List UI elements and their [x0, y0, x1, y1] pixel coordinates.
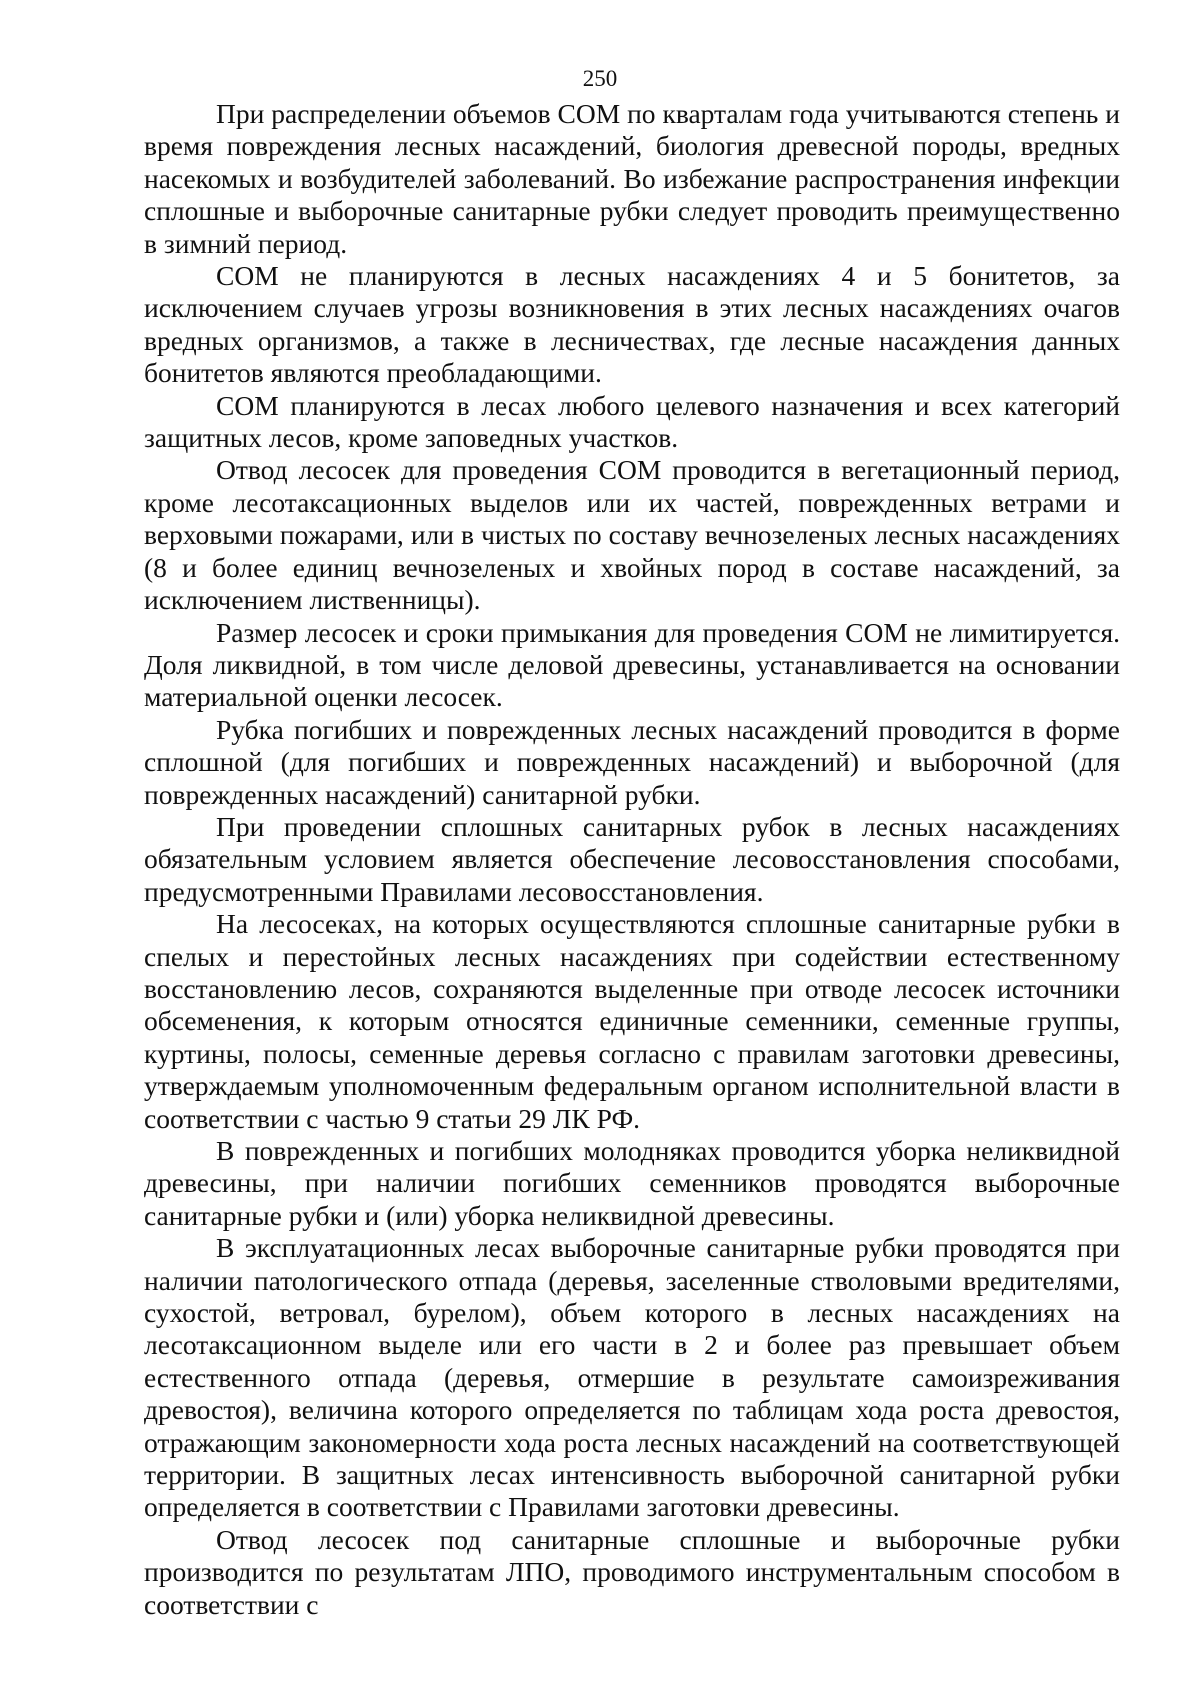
page-number: 250 [582, 66, 618, 91]
document-body [144, 98, 1120, 1621]
paragraph: Рубка погибших и поврежденных лесных насаждений проводится в форме сплошной (для погибших и поврежденных насаждений) и выборочной (для поврежденных насаждений) санитарной рубки. [144, 713, 1120, 810]
paragraph: СОМ планируются в лесах любого целевого назначения и всех категорий защитных лесов, кроме заповедных участков. [144, 389, 1120, 454]
paragraph: Размер лесосек и сроки примыкания для проведения СОМ не лимитируется. Доля ликвидной, в том числе деловой древесины, устанавливается на основании материальной оценки лесосек. [144, 616, 1120, 713]
paragraph: Отвод лесосек под санитарные сплошные и выборочные рубки производится по результатам ЛПО, проводимого инструментальным способом в соответствии с [144, 1523, 1120, 1620]
paragraph: При проведении сплошных санитарных рубок в лесных насаждениях обязательным условием является обеспечение лесовосстановления способами, предусмотренными Правилами лесовосстановления. [144, 810, 1120, 907]
paragraph: На лесосеках, на которых осуществляются сплошные санитарные рубки в спелых и перестойных лесных насаждениях при содействии естественному восстановлению лесов, сохраняются выделенные при отводе лесосек источники обсеменения, к которым относятся единичные семенники, семенные группы, куртины, полосы, семенные деревья согласно с правилам заготовки древесины, утверждаемым уполномоченным федеральным органом исполнительной власти в соответствии с частью 9 статьи 29 ЛК РФ. [144, 908, 1120, 1134]
paragraph: В эксплуатационных лесах выборочные санитарные рубки проводятся при наличии патологического отпада (деревья, заселенные стволовыми вредителями, сухостой, ветровал, бурелом), объем которого в лесных насаждениях на лесотаксационном выделе или его части в 2 и более раз превышает объем естественного отпада (деревья, отмершие в результате самоизреживания древостоя), величина которого определяется по таблицам хода роста древостоя, отражающим закономерности хода роста лесных насаждений на соответствующей территории. В защитных лесах интенсивность выборочной санитарной рубки определяется в соответствии с Правилами заготовки древесины. [144, 1232, 1120, 1523]
paragraph: Отвод лесосек для проведения СОМ проводится в вегетационный период, кроме лесотаксационных выделов или их частей, поврежденных ветрами и верховыми пожарами, или в чистых по составу вечнозеленых лесных насаждениях (8 и более единиц вечнозеленых и хвойных пород в составе насаждений, за исключением лиственницы). [144, 454, 1120, 616]
paragraph: СОМ не планируются в лесных насаждениях 4 и 5 бонитетов, за исключением случаев угрозы возникновения в этих лесных насаждениях очагов вредных организмов, а также в лесничествах, где лесные насаждения данных бонитетов являются преобладающими. [144, 260, 1120, 389]
paragraph: В поврежденных и погибших молодняках проводится уборка неликвидной древесины, при наличии погибших семенников проводятся выборочные санитарные рубки и (или) уборка неликвидной древесины. [144, 1135, 1120, 1231]
paragraph: При распределении объемов СОМ по кварталам года учитываются степень и время повреждения лесных насаждений, биология древесной породы, вредных насекомых и возбудителей заболеваний. Во избежание распространения инфекции сплошные и выборочные санитарные рубки следует проводить преимущественно в зимний период. [144, 98, 1120, 259]
